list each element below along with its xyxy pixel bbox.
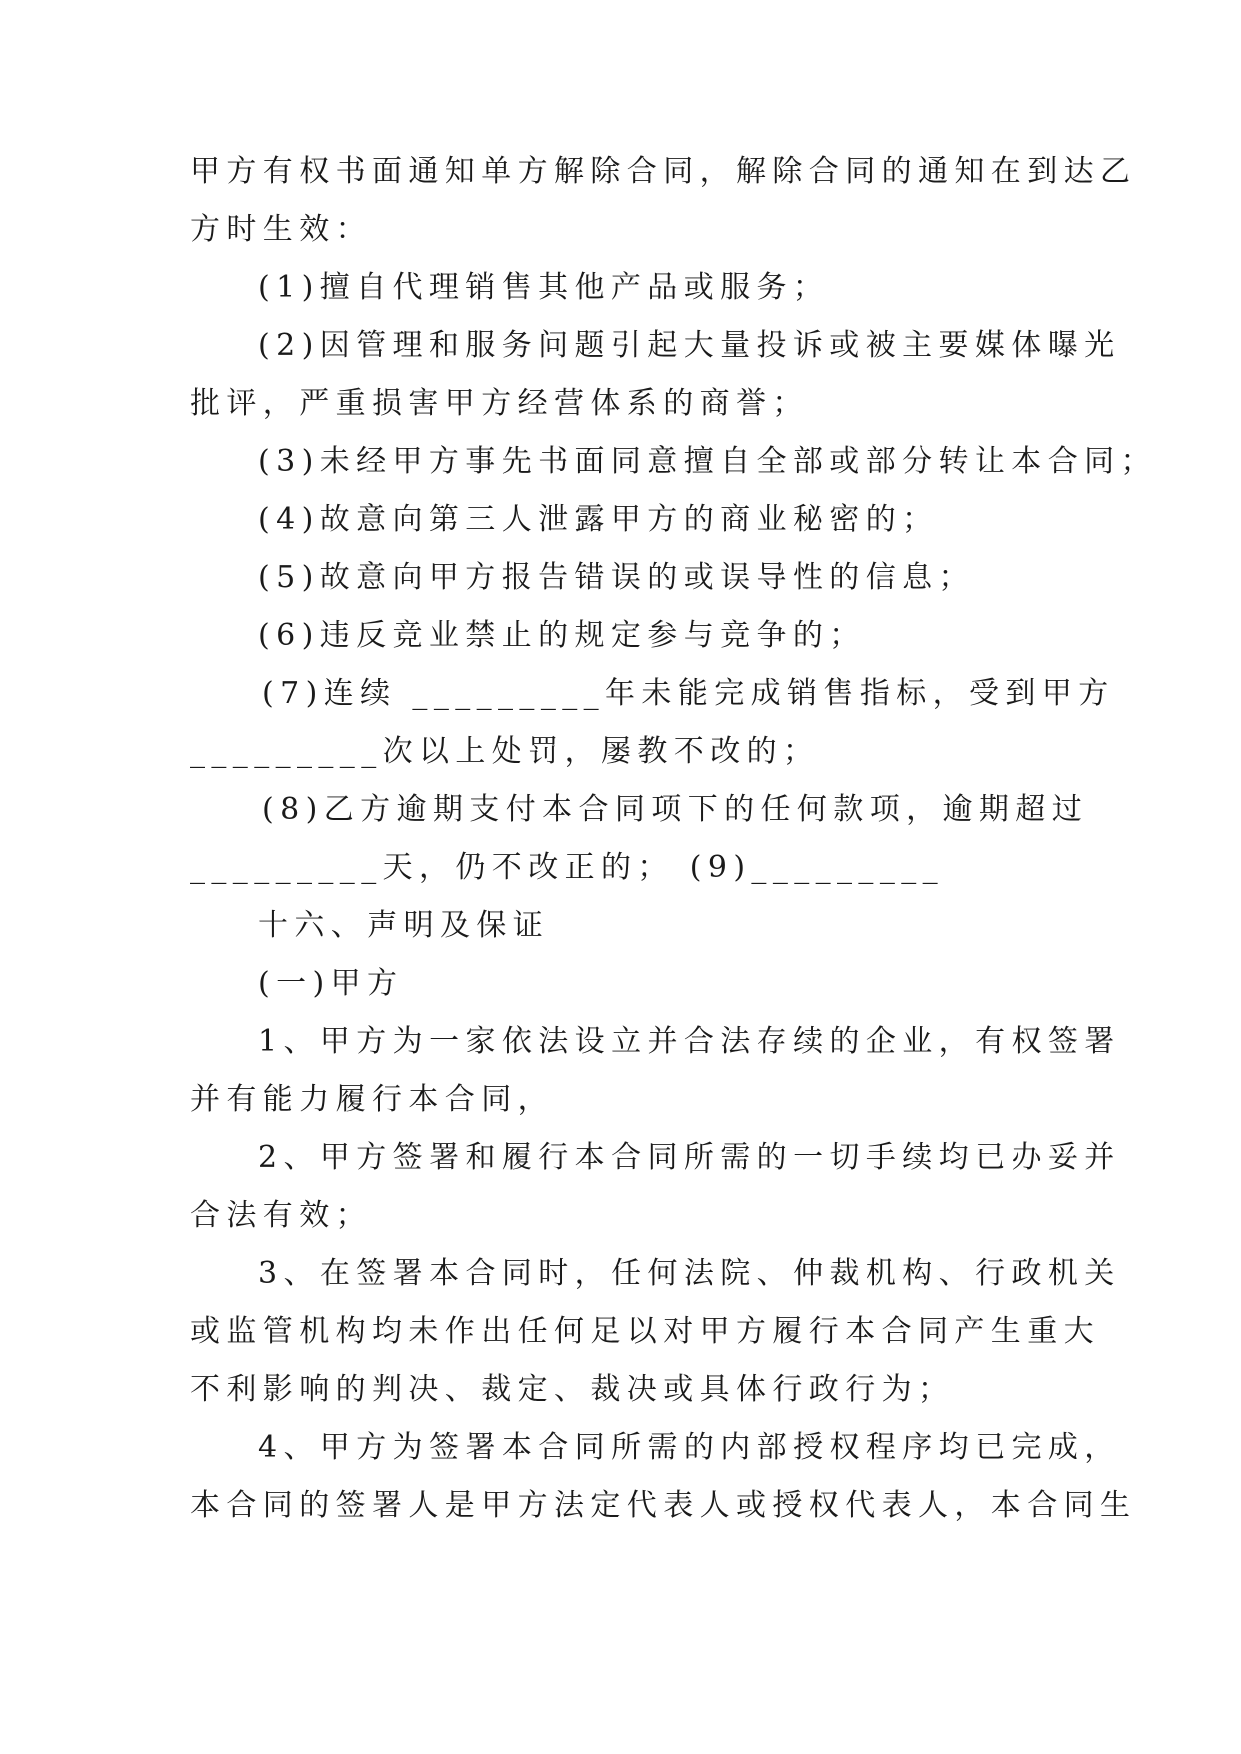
- warranty-item-1: 1、甲方为一家依法设立并合法存续的企业，有权签署: [258, 1024, 1121, 1059]
- paragraph-line: 并有能力履行本合同，: [190, 1082, 554, 1117]
- warranty-item-3: 3、在签署本合同时，任何法院、仲裁机构、行政机关: [258, 1256, 1121, 1291]
- subsection-heading: (一)甲方: [258, 966, 404, 1001]
- clause-item-8: (8)乙方逾期支付本合同项下的任何款项，逾期超过: [262, 792, 1089, 827]
- paragraph-line: 甲方有权书面通知单方解除合同，解除合同的通知在到达乙: [190, 154, 1137, 189]
- clause-item-2: (2)因管理和服务问题引起大量投诉或被主要媒体曝光: [258, 328, 1121, 363]
- clause-item-6: (6)违反竞业禁止的规定参与竞争的；: [258, 618, 866, 653]
- warranty-item-2: 2、甲方签署和履行本合同所需的一切手续均已办妥并: [258, 1140, 1121, 1175]
- paragraph-line: 不利影响的判决、裁定、裁决或具体行政行为；: [190, 1372, 955, 1407]
- paragraph-line: 批评，严重损害甲方经营体系的商誉；: [190, 386, 809, 421]
- paragraph-line: 方时生效：: [190, 212, 372, 247]
- section-heading: 十六、声明及保证: [258, 908, 550, 943]
- clause-item-4: (4)故意向第三人泄露甲方的商业秘密的；: [258, 502, 939, 537]
- paragraph-line: 本合同的签署人是甲方法定代表人或授权代表人，本合同生: [190, 1488, 1137, 1523]
- paragraph-line: _________次以上处罚，屡教不改的；: [190, 734, 820, 769]
- paragraph-line: 合法有效；: [190, 1198, 372, 1233]
- clause-item-7: (7)连续 _________年未能完成销售指标，受到甲方: [262, 676, 1115, 711]
- paragraph-line: 或监管机构均未作出任何足以对甲方履行本合同产生重大: [190, 1314, 1100, 1349]
- paragraph-line: _________天，仍不改正的； (9)_________: [190, 850, 945, 885]
- clause-item-1: (1)擅自代理销售其他产品或服务；: [258, 270, 830, 305]
- clause-item-5: (5)故意向甲方报告错误的或误导性的信息；: [258, 560, 975, 595]
- warranty-item-4: 4、甲方为签署本合同所需的内部授权程序均已完成，: [258, 1430, 1121, 1465]
- clause-item-3: (3)未经甲方事先书面同意擅自全部或部分转让本合同；: [258, 444, 1157, 479]
